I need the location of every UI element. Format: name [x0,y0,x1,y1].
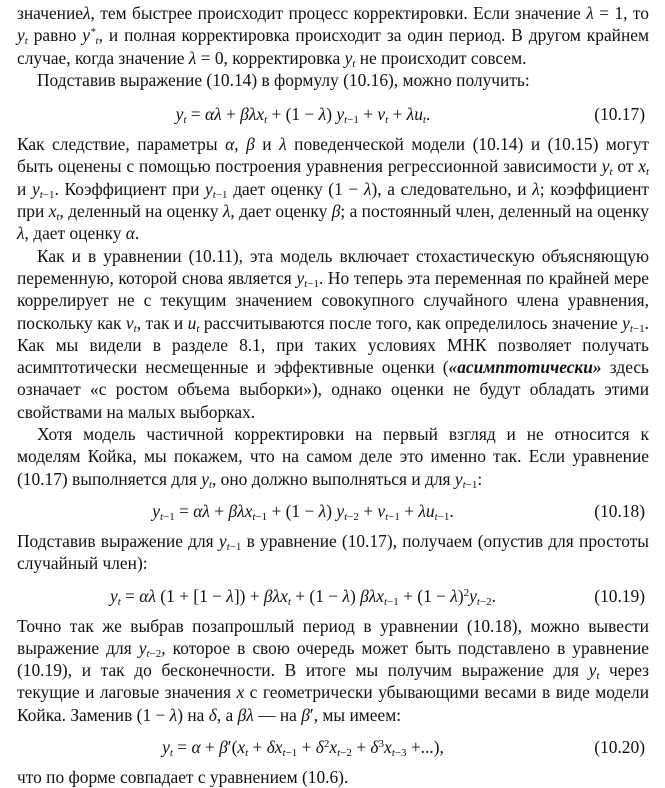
equation-10-18 [17,500,649,522]
paragraph-3: Как следствие, параметры α, β и λ поведенческой модели (10.14) и (10.15) могут быть оценены с помощью построения уравнения регрессионной зависимости $y_t$ от $x_t$ и $y_{t-1}$. Коэффициент при $y_{t-1}$ дает оценку (1 − λ), а следовательно, и λ; коэффициент при $x_t$, деленный на оценку λ, дает оценку β; а постоянный член, деленный на оценку λ, дает оценку α. [17,134,650,244]
equation-number: (10.20) [594,737,645,758]
equation-formula: $y_t = \alpha + \beta'(x_t + \delta x_{t-1} + \delta^2x_{t-2} + \delta^3x_{t-3}$ +...), [162,737,444,760]
paragraph-2: Подставив выражение (10.14) в формулу (10.16), можно получить: [37,69,530,90]
equation-number: (10.17) [594,104,645,125]
paragraph-6: Подставив выражение для $y_{t-1}$ в уравнение (10.17), получаем (опустив для простоты случайный член): [17,530,649,574]
paragraph-7: Точно так же выбрав позапрошлый период в уравнении (10.18), можно вывести выражение для $y_{t-2}$, которое в свою очередь может быть подставлено в уравнение (10.19), и так до бесконечности. В итоге мы получим выражение для $y_t$ через текущие и лаговые значения x с геометрически убывающими весами в виде модели Койка. Заменив (1 − λ) на δ, а βλ — на β′, мы имеем: [17,615,649,725]
paragraph-4: Как и в уравнении (10.11), эта модель включает стохастическую объясняющую переменную, которой снова является $y_{t-1}$. Но теперь эта переменная по крайней мере коррелирует не с текущим значением совокупного случайного члена уравнения, поскольку как $v_t$, так и $u_t$ рассчитываются после того, как определилось значение $y_{t-1}$. Как мы видели в разделе 8.1, при таких условиях МНК позволяет получать асимптотически несмещенные и эффективные оценки («асимптотически» здесь означает «с ростом объема выборки»), однако оценки не будут обладать этими свойствами на малых выборках. [17,245,650,422]
paragraph-8: что по форме совпадает с уравнением (10.6). [17,767,349,788]
equation-number: (10.18) [594,500,645,521]
equation-formula: $y_t = \alpha\lambda + \beta\lambda x_t + (1 - \lambda) y_{t-1} + v_t + \lambda u_t$. [175,104,431,127]
equation-formula: $y_t = \alpha\lambda$ (1 + [1 − λ]) + βλx$_t$ + (1 − λ) $\beta\lambda x_{t-1} + (1 - \lambda)^2y_{t-2}$. [109,585,497,608]
equation-10-17 [17,103,649,125]
equation-formula: $y_{t-1} = \alpha\lambda + \beta\lambda x_{t-1} + (1 - \lambda) y_{t-2} + v_{t-1} + \lambda u_{t-1}$. [152,500,454,523]
equation-number: (10.19) [594,585,645,606]
paragraph-5: Хотя модель частичной корректировки на первый взгляд и не относится к моделям Койка, мы покажем, что на самом деле это именно так. Если уравнение (10.17) выполняется для $y_t$, оно должно выполняться и для $y_{t-1}$: [17,424,649,491]
equation-10-20 [17,736,649,758]
paragraph-1: значениеλ, тем быстрее происходит процесс корректировки. Если значение λ = 1, то $y_t$ равно $y^*_t$, и полная корректировка происходит за один период. В другом крайнем случае, когда значение λ = 0, корректировка $y_t$ не происходит совсем. [17,3,649,70]
equation-10-19 [17,585,649,607]
